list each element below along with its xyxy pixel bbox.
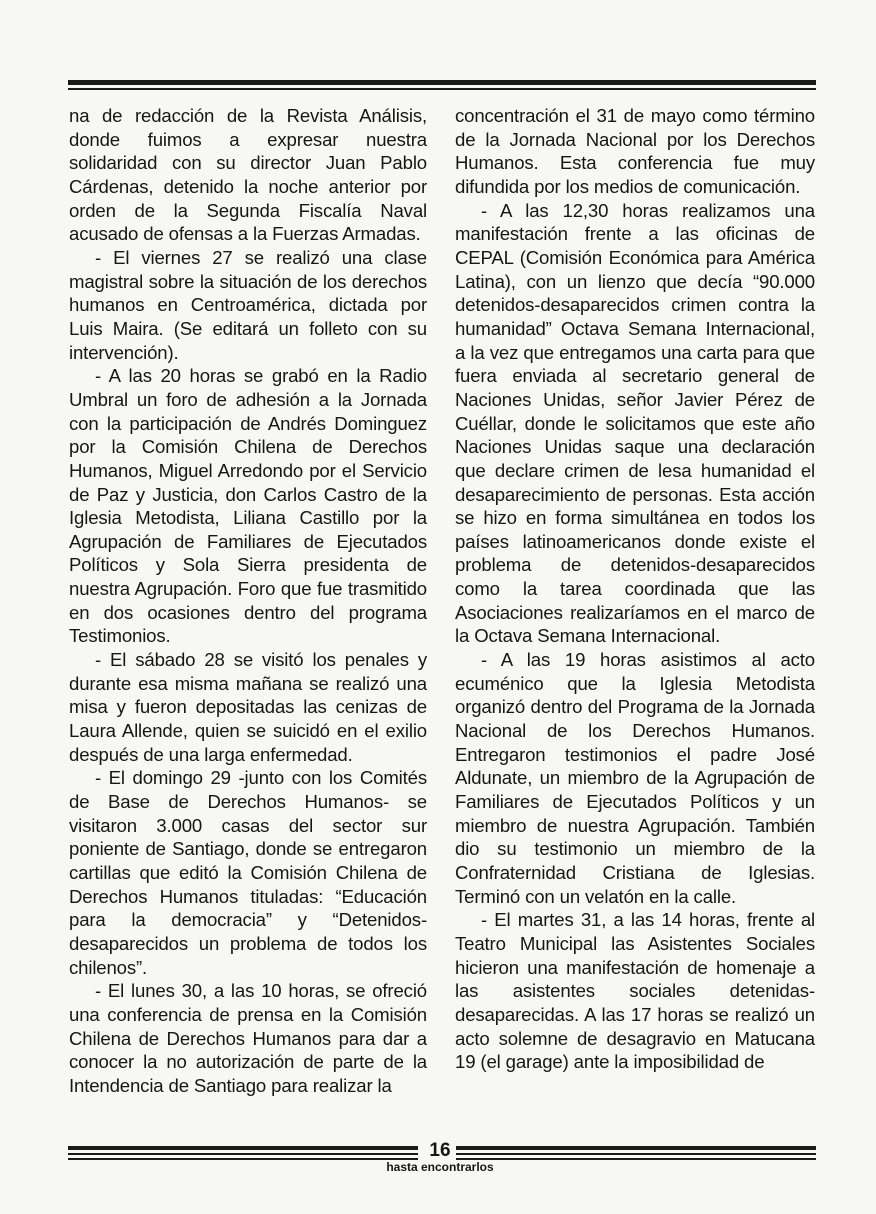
page-footer bbox=[68, 1140, 816, 1180]
paragraph: - El martes 31, a las 14 horas, frente al Teatro Municipal las Asistentes Sociales hicieron una manifestación de homenaje a las asistentes sociales detenidas-desaparecidas. A las 17 horas se realizó un acto solemne de desagravio en Matucana 19 (el garage) ante la imposibilidad de bbox=[455, 909, 815, 1073]
paragraph: - El viernes 27 se realizó una clase magistral sobre la situación de los derechos humanos en Centroamérica, dictada por Luis Maira. (Se editará un folleto con su intervención). bbox=[69, 246, 427, 363]
top-rule bbox=[68, 80, 816, 90]
left-column bbox=[69, 104, 427, 1098]
right-column bbox=[455, 104, 815, 1074]
paragraph: na de redacción de la Revista Análisis, donde fuimos a expresar nuestra solidaridad con su director Juan Pablo Cárdenas, detenido la noche anterior por orden de la Segunda Fiscalía Naval acusado de ofensas a la Fuerzas Armadas. bbox=[69, 105, 427, 245]
paragraph: - A las 12,30 horas realizamos una manifestación frente a las oficinas de CEPAL (Comisión Económica para América Latina), con un lienzo que decía “90.000 detenidos-desaparecidos crimen contra la humanidad” Octava Semana Internacional, a la vez que entregamos una carta para que fuera enviada al secretario general de Naciones Unidas, señor Javier Pérez de Cuéllar, donde le solicitamos que este año Naciones Unidas saque una declaración que declare crimen de lesa humanidad el desaparecimiento de personas. Esta acción se hizo en forma simultánea en todos los países latinoamericanos donde existe el problema de detenidos-desaparecidos como la tarea coordinada que las Asociaciones realizaríamos en el marco de la Octava Semana Internacional. bbox=[455, 199, 815, 647]
paragraph: - El domingo 29 -junto con los Comités de Base de Derechos Humanos- se visitaron 3.000 casas del sector sur poniente de Santiago, donde se entregaron cartillas que editó la Comisión Chilena de Derechos Humanos tituladas: “Educación para la democracia” y “Detenidos-desaparecidos un problema de todos los chilenos”. bbox=[69, 767, 427, 978]
paragraph: concentración el 31 de mayo como término de la Jornada Nacional por los Derechos Humanos. Esta conferencia fue muy difundida por los medios de comunicación. bbox=[455, 105, 815, 197]
paragraph: - El lunes 30, a las 10 horas, se ofreció una conferencia de prensa en la Comisión Chilena de Derechos Humanos para dar a conocer la no autorización de parte de la Intendencia de Santiago para realizar la bbox=[69, 980, 427, 1096]
paragraph: - A las 19 horas asistimos al acto ecuménico que la Iglesia Metodista organizó dentro del Programa de la Jornada Nacional de los Derechos Humanos. Entregaron testimonios el padre José Aldunate, un miembro de la Agrupación de Familiares de Ejecutados Políticos y un miembro de nuestra Agrupación. También dio su testimonio un miembro de la Confraternidad Cristiana de Iglesias. Terminó con un velatón en la calle. bbox=[455, 649, 815, 907]
paragraph: - El sábado 28 se visitó los penales y durante esa misma mañana se realizó una misa y fueron depositadas las cenizas de Laura Allende, quien se suicidó en el exilio después de una larga enfermedad. bbox=[69, 649, 427, 765]
running-title: hasta encontrarlos bbox=[386, 1160, 494, 1174]
paragraph: - A las 20 horas se grabó en la Radio Umbral un foro de adhesión a la Jornada con la participación de Andrés Dominguez por la Comisión Chilena de Derechos Humanos, Miguel Arredondo por el Servicio de Paz y Justicia, don Carlos Castro de la Iglesia Metodista, Liliana Castillo por la Agrupación de Familiares de Ejecutados Políticos y Sola Sierra presidenta de nuestra Agrupación. Foro que fue trasmitido en dos ocasiones dentro del programa Testimonios. bbox=[69, 365, 427, 647]
page-number: 16 bbox=[429, 1140, 451, 1161]
